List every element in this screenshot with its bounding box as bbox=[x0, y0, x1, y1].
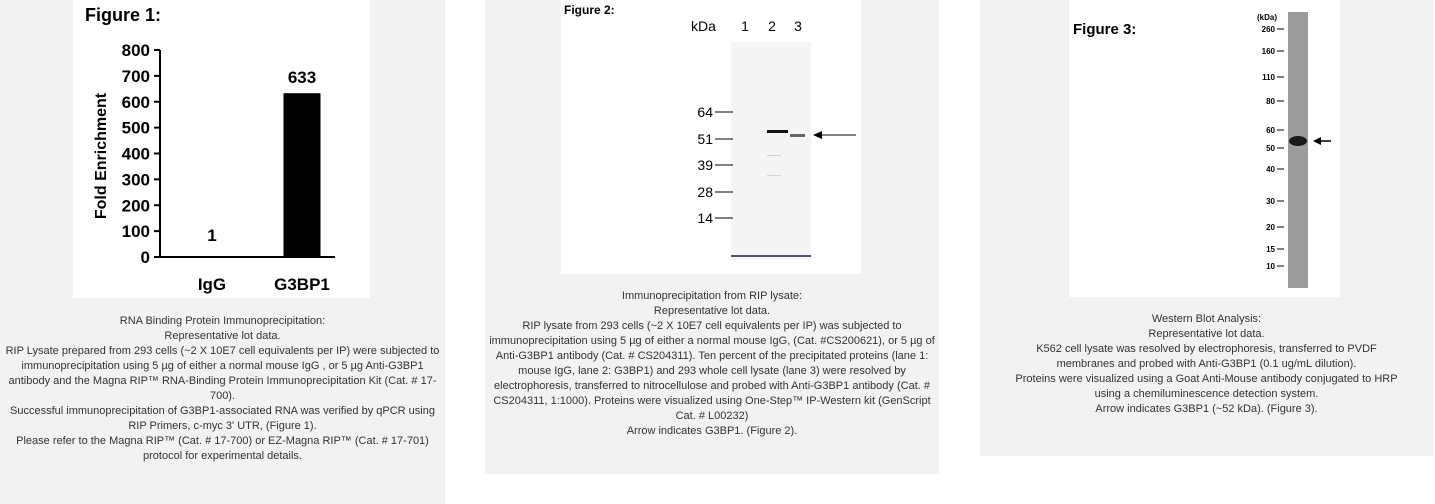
x-category-label: G3BP1 bbox=[274, 275, 330, 294]
y-tick-label: 100 bbox=[121, 222, 150, 242]
lane-label: 1 bbox=[741, 18, 749, 34]
x-category-label: IgG bbox=[197, 275, 227, 294]
figure3-caption-line: K562 cell lysate was resolved by electrophoresis, transferred to PVDF membranes and probed with Anti-G3BP1 (0.1 ug/mL dilution). bbox=[1036, 343, 1377, 370]
bar bbox=[284, 93, 321, 257]
figure2-title: Figure 2: bbox=[564, 3, 615, 17]
y-tick-label: 500 bbox=[121, 118, 150, 138]
lane3-band bbox=[790, 134, 805, 137]
marker-label: 40 bbox=[1266, 165, 1275, 174]
marker-label: 39 bbox=[697, 157, 713, 173]
marker-label: 20 bbox=[1266, 223, 1275, 232]
marker-label: 110 bbox=[1262, 73, 1275, 82]
figure2-caption bbox=[487, 289, 937, 439]
y-tick-label: 600 bbox=[121, 92, 150, 112]
figure2-caption-line: Immunoprecipitation from RIP lysate: bbox=[621, 290, 803, 302]
marker-ladder bbox=[1262, 25, 1284, 271]
figure3-title: Figure 3: bbox=[1073, 21, 1137, 38]
lane-label: 2 bbox=[768, 18, 776, 34]
figure1-title: Figure 1: bbox=[85, 5, 162, 25]
lane2-band bbox=[767, 130, 788, 133]
marker-ladder bbox=[697, 104, 733, 226]
y-tick-label: 0 bbox=[140, 248, 150, 267]
figure3-caption-line: Arrow indicates G3BP1 (~52 kDa). (Figure 3). bbox=[1095, 403, 1318, 415]
figure2-blot bbox=[561, 0, 861, 274]
y-tick-label: 200 bbox=[121, 196, 150, 216]
marker-label: 50 bbox=[1266, 144, 1275, 153]
figure1-caption bbox=[0, 314, 445, 464]
arrow-head-icon bbox=[1313, 137, 1321, 145]
marker-label: 10 bbox=[1266, 262, 1275, 271]
figure2-kda-label: kDa bbox=[691, 18, 716, 34]
marker-label: 30 bbox=[1266, 197, 1275, 206]
marker-label: 51 bbox=[697, 131, 713, 147]
g3bp1-band bbox=[1289, 136, 1307, 146]
data-label: 1 bbox=[207, 226, 217, 245]
faint-band bbox=[767, 175, 781, 176]
lane-label: 3 bbox=[794, 18, 802, 34]
faint-band bbox=[767, 155, 781, 156]
y-tick-label: 400 bbox=[121, 144, 150, 164]
y-tick-label: 800 bbox=[121, 41, 150, 60]
marker-label: 60 bbox=[1266, 126, 1275, 135]
arrow-head-icon bbox=[813, 131, 822, 139]
marker-label: 14 bbox=[697, 210, 713, 226]
figure1-chart bbox=[73, 0, 370, 298]
data-label: 633 bbox=[287, 68, 317, 88]
marker-label: 80 bbox=[1266, 97, 1275, 106]
figure1-image bbox=[73, 0, 370, 298]
figure3-caption-line: Representative lot data. bbox=[1148, 328, 1265, 340]
figure1-caption-line: RIP Lysate prepared from 293 cells (~2 X 10E7 cell equivalents per IP) were subjected to immunoprecipitation using 5 µg of either a normal mouse IgG , or 5 µg Anti-G3BP1 antibody and the Magna RIP™ RNA-Binding Protein Immunoprecipitation Kit (Cat. # 17-700). bbox=[5, 345, 440, 402]
figure3-caption-line: Proteins were visualized using a Goat Anti-Mouse antibody conjugated to HRP using a chemiluminescence detection system. bbox=[1015, 373, 1398, 400]
blot-lane bbox=[1288, 12, 1308, 288]
marker-label: 260 bbox=[1261, 25, 1275, 34]
figure2-caption-line: Representative lot data. bbox=[653, 305, 771, 317]
figure1-caption-line: Representative lot data. bbox=[164, 330, 281, 342]
y-tick-label: 300 bbox=[121, 170, 150, 190]
figure3-caption-line: Western Blot Analysis: bbox=[1151, 313, 1262, 325]
figure2-image bbox=[561, 0, 861, 274]
figure1-caption-line: Successful immunoprecipitation of G3BP1-associated RNA was verified by qPCR using RIP Primers, c-myc 3' UTR, (Figure 1). bbox=[10, 405, 435, 432]
marker-label: 64 bbox=[697, 104, 713, 120]
marker-label: 160 bbox=[1261, 47, 1275, 56]
figure3-blot bbox=[1069, 0, 1340, 297]
figure1-ylabel: Fold Enrichment bbox=[93, 92, 110, 220]
figure3-kda-label: (kDa) bbox=[1257, 13, 1278, 22]
figure3-image bbox=[1069, 0, 1340, 297]
figure1-caption-line: Please refer to the Magna RIP™ (Cat. # 17-700) or EZ-Magna RIP™ (Cat. # 17-701) protocol for experimental details. bbox=[16, 435, 429, 462]
figure3-caption bbox=[982, 312, 1431, 417]
figure1-caption-line: RNA Binding Protein Immunoprecipitation: bbox=[119, 315, 326, 327]
marker-label: 15 bbox=[1266, 245, 1275, 254]
figure2-caption-line: RIP lysate from 293 cells (~2 X 10E7 cell equivalents per IP) was subjected to immunoprecipitation using 5 µg of either a normal mouse IgG, (Cat. #CS200621), or 5 µg of Anti-G3BP1 antibody (Cat. # CS204311). Ten percent of the precipitated proteins (lane 1: mouse IgG, lane 2: G3BP1) and 293 whole cell lysate (lane 3) were resolved by electrophoresis, transferred to nitrocellulose and probed with Anti-G3BP1 antibody (Cat. # CS204311, 1:1000). Proteins were visualized using One-Step™ IP-Western kit (GenScript Cat. # L00232) bbox=[489, 320, 935, 422]
marker-label: 28 bbox=[697, 184, 713, 200]
y-tick-label: 700 bbox=[121, 66, 150, 86]
figure2-caption-line: Arrow indicates G3BP1. (Figure 2). bbox=[626, 425, 798, 437]
membrane bbox=[731, 42, 811, 260]
